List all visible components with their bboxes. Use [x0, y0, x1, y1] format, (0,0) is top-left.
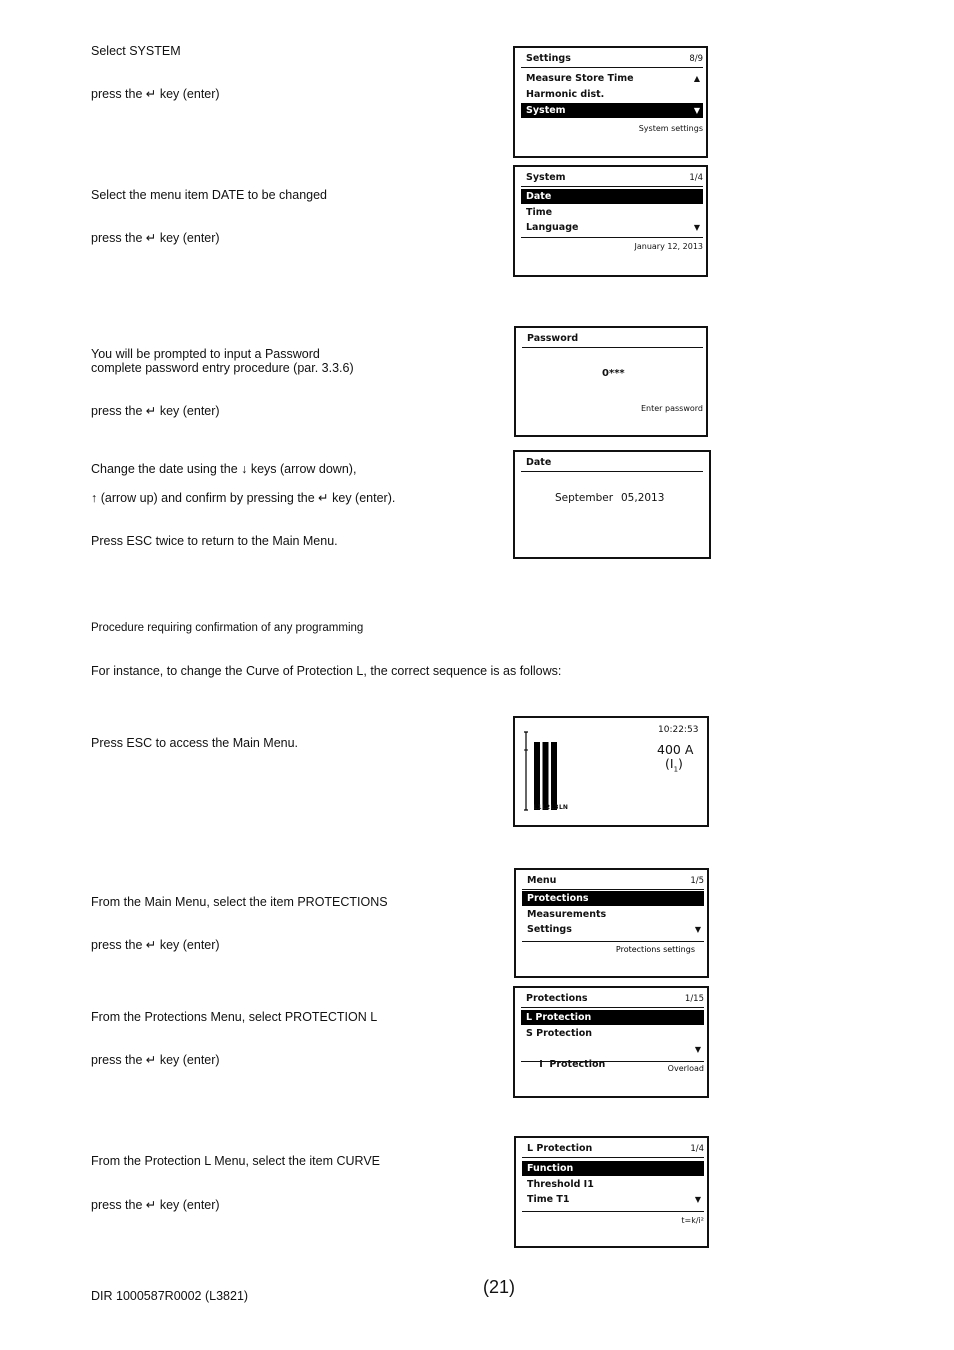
- screen-header: [521, 172, 703, 187]
- screen-title: Settings: [526, 53, 571, 64]
- menu-item-time-t1[interactable]: [522, 1192, 704, 1207]
- menu-item-label: System: [526, 105, 566, 116]
- scroll-down-icon: ▼: [694, 925, 701, 934]
- step-press-enter: press the ↵ key (enter): [91, 87, 220, 101]
- step-press-enter: press the ↵ key (enter): [91, 231, 220, 245]
- screen-footer: System settings: [638, 124, 703, 133]
- screen-header: [521, 993, 704, 1008]
- settings-screen: [513, 46, 708, 158]
- screen-footer: Overload: [667, 1064, 704, 1073]
- current-label-sub: 1: [673, 765, 679, 774]
- step-password-procedure: complete password entry procedure (par. 3.3.6): [91, 361, 354, 375]
- screen-header: [522, 1143, 704, 1158]
- phase-bar-l1: [534, 742, 540, 810]
- section-heading: Procedure requiring confirmation of any programming: [91, 622, 364, 634]
- system-screen: [513, 165, 708, 277]
- screen-header: [522, 875, 704, 890]
- screen-header: [521, 457, 703, 472]
- menu-item-label: L Protection: [526, 1012, 592, 1023]
- document-reference: DIR 1000587R0002 (L3821): [91, 1289, 249, 1303]
- menu-item-settings[interactable]: [522, 922, 704, 937]
- password-value[interactable]: 0***: [602, 368, 625, 379]
- screen-title: Password: [527, 333, 579, 344]
- step-password-prompt: You will be prompted to input a Password: [91, 347, 320, 361]
- screen-footer: Protections settings: [615, 945, 695, 954]
- screen-footer: January 12, 2013: [634, 242, 703, 251]
- screen-title: Protections: [526, 993, 588, 1004]
- step-press-enter: press the ↵ key (enter): [91, 404, 220, 418]
- menu-item-label: Measure Store Time: [526, 73, 634, 84]
- scroll-down-icon: ▼: [694, 1045, 701, 1054]
- menu-item-label: Protections: [527, 893, 589, 904]
- step-press-enter: press the ↵ key (enter): [91, 938, 220, 952]
- menu-item-measure-store-time[interactable]: [521, 71, 703, 86]
- scale-bracket: [524, 732, 528, 810]
- menu-item-label: Threshold I1: [527, 1179, 594, 1190]
- scroll-down-icon: ▼: [694, 1195, 701, 1204]
- divider: [522, 1211, 704, 1212]
- menu-item-time[interactable]: [521, 205, 703, 220]
- screen-footer: Enter password: [641, 404, 703, 413]
- step-select-date: Select the menu item DATE to be changed: [91, 188, 328, 202]
- page-indicator: 1/4: [690, 1144, 704, 1154]
- phase-bar-label: L2: [542, 804, 550, 811]
- step-change-date: Change the date using the ↓ keys (arrow down),: [91, 462, 357, 476]
- page-indicator: 1/4: [689, 173, 703, 183]
- date-screen: [513, 450, 711, 559]
- l-protection-screen: [514, 1136, 709, 1248]
- scroll-up-icon: ▲: [693, 74, 700, 83]
- step-press-esc: Press ESC to access the Main Menu.: [91, 736, 299, 750]
- step-select-system: Select SYSTEM: [91, 44, 181, 58]
- current-value: 400 A: [657, 742, 694, 757]
- menu-item-label: Measurements: [527, 909, 607, 920]
- screen-title: Menu: [527, 875, 557, 886]
- screen-title: System: [526, 172, 566, 183]
- menu-item-label: Date: [526, 191, 552, 202]
- divider: [521, 237, 703, 238]
- menu-screen: [514, 868, 709, 978]
- step-press-esc-twice: Press ESC twice to return to the Main Menu.: [91, 534, 338, 548]
- phase-bar-label: LN: [559, 804, 568, 811]
- menu-item-measurements[interactable]: [522, 907, 704, 922]
- phase-bar-label: L3: [550, 804, 559, 811]
- menu-item-label: Harmonic dist.: [526, 89, 605, 100]
- menu-item-language[interactable]: [521, 220, 703, 235]
- step-select-protection-l: From the Protections Menu, select PROTECTION L: [91, 1010, 378, 1024]
- page-indicator: 8/9: [689, 54, 703, 64]
- scroll-down-icon: ▼: [693, 106, 700, 115]
- step-confirm-date: ↑ (arrow up) and confirm by pressing the ↵ key (enter).: [91, 491, 396, 505]
- screen-footer: t=k/i²: [681, 1216, 704, 1225]
- step-select-curve: From the Protection L Menu, select the item CURVE: [91, 1154, 381, 1168]
- date-month[interactable]: September: [555, 492, 614, 504]
- screen-header: [522, 333, 703, 348]
- date-day-year[interactable]: 05,2013: [621, 492, 665, 504]
- menu-item-harmonic-dist[interactable]: [521, 87, 703, 102]
- step-press-enter: press the ↵ key (enter): [91, 1053, 220, 1067]
- screen-header: [521, 53, 703, 68]
- section-intro: For instance, to change the Curve of Protection L, the correct sequence is as follows:: [91, 664, 562, 678]
- menu-item-protections[interactable]: [522, 891, 704, 906]
- main-screen: [513, 716, 709, 827]
- protections-screen: [513, 986, 709, 1098]
- page-indicator: 1/15: [684, 994, 704, 1004]
- menu-item-label: Time: [526, 207, 553, 218]
- current-label-close: ): [678, 756, 683, 771]
- screen-title: L Protection: [527, 1143, 593, 1154]
- menu-item-label: I Protection: [539, 1059, 606, 1070]
- step-press-enter: press the ↵ key (enter): [91, 1198, 220, 1212]
- page-indicator: 1/5: [690, 876, 704, 886]
- clock-time: 10:22:53: [658, 725, 699, 735]
- menu-item-system[interactable]: [521, 103, 703, 118]
- menu-item-l-protection[interactable]: [521, 1010, 704, 1025]
- menu-item-label: Time T1: [527, 1194, 570, 1205]
- phase-bar-label: L1: [533, 804, 542, 811]
- menu-item-s-protection[interactable]: [521, 1026, 704, 1041]
- current-label: [665, 756, 683, 774]
- page-number: (21): [483, 1277, 516, 1297]
- menu-item-date[interactable]: [521, 189, 703, 204]
- password-screen: [514, 326, 708, 437]
- menu-item-label: Settings: [527, 924, 572, 935]
- phase-bar-l3: [551, 742, 557, 810]
- menu-item-threshold-i1[interactable]: [522, 1177, 704, 1192]
- menu-item-label: S Protection: [526, 1028, 593, 1039]
- menu-item-function[interactable]: [522, 1161, 704, 1176]
- screen-title: Date: [526, 457, 552, 468]
- divider: [522, 941, 704, 942]
- divider: [521, 1061, 704, 1062]
- scroll-down-icon: ▼: [693, 223, 700, 232]
- current-label-text: (I: [665, 756, 674, 771]
- menu-item-label: Function: [527, 1163, 574, 1174]
- menu-item-label: Language: [526, 222, 579, 233]
- phase-bar-l2: [543, 742, 549, 810]
- step-select-protections: From the Main Menu, select the item PROTECTIONS: [91, 895, 388, 909]
